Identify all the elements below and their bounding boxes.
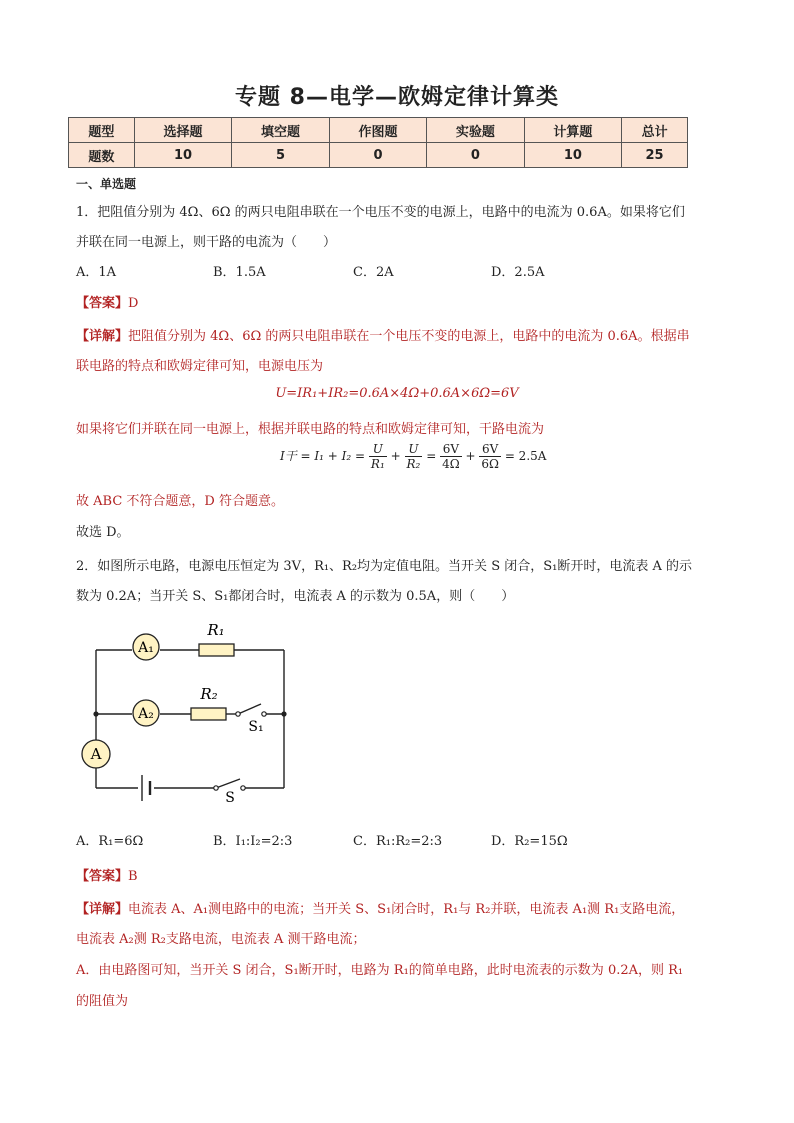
fraction: [369, 442, 387, 471]
label-s1: S₁: [248, 719, 264, 735]
fraction-numerator: U: [369, 442, 387, 457]
q1-option-a: A．1A: [76, 265, 117, 280]
q1-conclusion-line2: 故选 D。: [76, 525, 130, 540]
table-cell: 10: [134, 143, 231, 168]
table-cell: 0: [427, 143, 524, 168]
q1-stem-line1: 1．把阻值分别为 4Ω、6Ω 的两只电阻串联在一个电压不变的电源上，电路中的电流为 0.6A。如果将它们: [76, 205, 685, 220]
plus-sign: +: [390, 449, 401, 463]
q1-option-b: B．1.5A: [213, 265, 266, 280]
junction-dot: [281, 711, 286, 716]
fraction-numerator: 6V: [479, 442, 501, 457]
fraction: [405, 442, 423, 471]
fraction-numerator: U: [405, 442, 423, 457]
table-row: [69, 143, 688, 168]
fraction-denominator: 6Ω: [481, 457, 499, 471]
q1-detail-line3: 如果将它们并联在同一电源上，根据并联电路的特点和欧姆定律可知，干路电流为: [76, 422, 545, 437]
q1-formula-current: [280, 442, 546, 471]
switch-s1-contact: [262, 712, 266, 716]
table-cell: 计算题: [524, 118, 621, 143]
formula-lhs: I干 = I₁ + I₂ =: [280, 449, 366, 463]
fraction: [479, 442, 501, 471]
fraction-denominator: R₁: [370, 457, 385, 471]
circuit-diagram: [76, 615, 296, 810]
plus-sign: +: [465, 449, 476, 463]
resistor-r1: [199, 644, 234, 656]
formula-result: = 2.5A: [504, 449, 547, 463]
detail-text: 把阻值分别为 4Ω、6Ω 的两只电阻串联在一个电压不变的电源上，电路中的电流为 0.6A。根据串: [128, 329, 690, 344]
label-s: S: [225, 790, 235, 806]
q2-detail-line1: [76, 898, 684, 917]
fraction-numerator: 6V: [440, 442, 462, 457]
q2-detail-line3: A．由电路图可知，当开关 S 闭合，S₁断开时，电路为 R₁的简单电路，此时电流表的示数为 0.2A，则 R₁: [76, 963, 684, 978]
table-cell: 5: [232, 143, 329, 168]
q2-detail-line4: 的阻值为: [76, 994, 129, 1009]
detail-label: 【详解】: [76, 329, 129, 344]
q1-answer: [76, 292, 138, 311]
q1-formula-voltage: U=IR₁+IR₂=0.6A×4Ω+0.6A×6Ω=6V: [275, 386, 519, 401]
q2-option-d: D．R₂=15Ω: [491, 834, 568, 849]
fraction-denominator: R₂: [406, 457, 421, 471]
table-cell: 总计: [622, 118, 688, 143]
label-a2: A₂: [138, 706, 154, 722]
page-title: 专题 8—电学—欧姆定律计算类: [235, 85, 559, 110]
table-cell: 25: [622, 143, 688, 168]
fraction: [440, 442, 462, 471]
q1-option-c: C．2A: [353, 265, 394, 280]
table-cell: 填空题: [232, 118, 329, 143]
table-cell: 实验题: [427, 118, 524, 143]
question-stats-table: [68, 117, 688, 168]
switch-s-contact: [241, 786, 245, 790]
detail-text: 电流表 A、A₁测电路中的电流；当开关 S、S₁闭合时，R₁与 R₂并联，电流表 A₁测 R₁支路电流，: [128, 902, 685, 917]
q1-detail-line1: [76, 325, 690, 344]
table-header-row: [69, 118, 688, 143]
q2-stem-line2: 数为 0.2A；当开关 S、S₁都闭合时，电流表 A 的示数为 0.5A，则（ ）: [76, 589, 515, 604]
table-cell: 10: [524, 143, 621, 168]
answer-value: D: [128, 296, 139, 311]
q1-conclusion-line1: 故 ABC 不符合题意，D 符合题意。: [76, 494, 284, 509]
table-cell: 题型: [69, 118, 135, 143]
junction-dot: [93, 711, 98, 716]
detail-label: 【详解】: [76, 902, 129, 917]
label-a: A: [90, 745, 102, 763]
resistor-r2: [191, 708, 226, 720]
q2-option-c: C．R₁:R₂=2:3: [353, 834, 443, 849]
label-a1: A₁: [138, 640, 154, 656]
q2-option-b: B．I₁:I₂=2:3: [213, 834, 293, 849]
switch-s-contact: [214, 786, 218, 790]
q1-option-d: D．2.5A: [491, 265, 545, 280]
answer-value: B: [128, 869, 138, 884]
fraction-denominator: 4Ω: [442, 457, 460, 471]
q1-stem-line2: 并联在同一电源上，则干路的电流为（ ）: [76, 235, 337, 250]
equals-sign: =: [426, 449, 437, 463]
q1-detail-line2: 联电路的特点和欧姆定律可知，电源电压为: [76, 359, 324, 374]
section-heading: 一、单选题: [76, 177, 137, 191]
table-cell: 作图题: [329, 118, 426, 143]
label-r2: R₂: [200, 685, 218, 703]
switch-s1-contact: [236, 712, 240, 716]
q2-option-a: A．R₁=6Ω: [76, 834, 144, 849]
q2-detail-line2: 电流表 A₂测 R₂支路电流，电流表 A 测干路电流；: [76, 932, 366, 947]
answer-label: 【答案】: [76, 296, 129, 311]
table-cell: 题数: [69, 143, 135, 168]
answer-label: 【答案】: [76, 869, 129, 884]
q2-stem-line1: 2．如图所示电路，电源电压恒定为 3V，R₁、R₂均为定值电阻。当开关 S 闭合，S₁断开时，电流表 A 的示: [76, 559, 693, 574]
table-cell: 0: [329, 143, 426, 168]
q2-answer: [76, 865, 138, 884]
label-r1: R₁: [207, 621, 225, 639]
table-cell: 选择题: [134, 118, 231, 143]
